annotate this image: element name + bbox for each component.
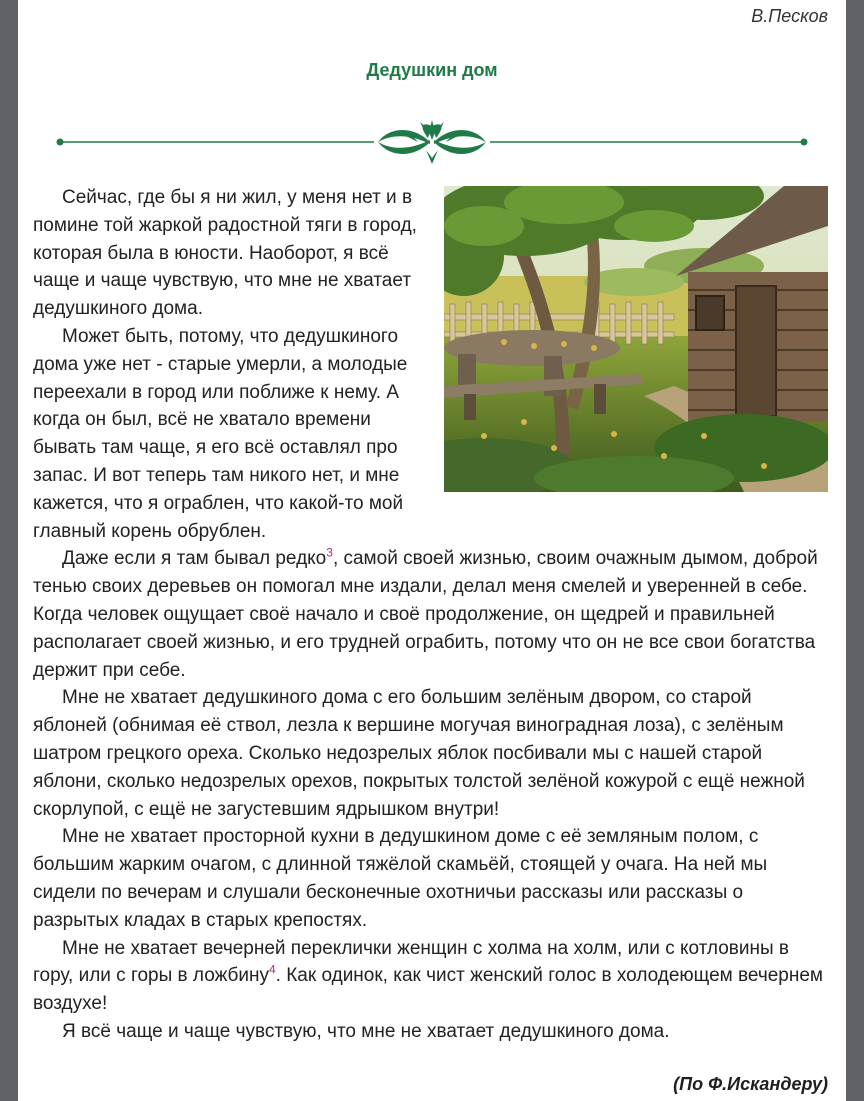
paragraph-3-start: Даже если я там бывал редко (62, 548, 327, 570)
paragraph-5: Мне не хватает просторной кухни в дедушкином доме с её земляным полом, с большим жарким очагом, с длинной тяжёлой скамьёй, стоящей у очага. На ней мы сидели по вечерам и слушали бесконечные охотничьи рассказы или рассказы о разрытых кладах в старых крепостях. (33, 826, 768, 931)
leaf-divider-ornament-icon (54, 116, 810, 168)
author-name: В.Песков (751, 6, 828, 26)
footnote-marker-3: 3 (326, 546, 333, 561)
footnote-marker-4: 4 (268, 962, 276, 977)
source-signature: (По Ф.Искандеру) (673, 1074, 828, 1094)
paragraph-4: Мне не хватает дедушкиного дома с его большим зелёным двором, со старой яблоней (обнимая её ствол, лезла к вершине могучая виноградная лоза), с зелёным шатром грецкого ореха. Сколько недозрелых яблок посбивали мы с нашей старой яблони, сколько недозрелых орехов, покрытых толстой зелёной кожурой с ещё нежной скорлупой, с ещё не загустевшим ядрышком внутри! (33, 687, 805, 820)
paragraph-6 (33, 935, 828, 1018)
paragraph-6-end: . Как одинок, как чист женский голос в холодеющем вечернем воздухе! (33, 965, 823, 1015)
paragraph-3 (33, 545, 828, 684)
page-title: Дедушкин дом (366, 60, 498, 80)
paragraph-7: Я всё чаще и чаще чувствую, что мне не хватает дедушкиного дома. (62, 1020, 670, 1042)
document-page (18, 0, 846, 1101)
article-body (33, 184, 828, 1046)
paragraph-6-start: Мне не хватает вечерней переклички женщин с холма на холм, или с котловины в гору, или с горы в ложбину (33, 937, 790, 987)
country-yard-painting (444, 186, 828, 492)
paragraph-3-end: , самой своей жизнью, своим очажным дымом, доброй тенью своих деревьев он помогал мне издали, делал меня смелей и уверенней в себе. Когда человек ощущает своё начало и своё продолжение, он щедрей и правильней располагает своей жизнью, и его трудней ограбить, потому что он не все свои богатства держит при себе. (33, 548, 818, 681)
paragraph-1: Сейчас, где бы я ни жил, у меня нет и в помине той жаркой радостной тяги в город, которая была в юности. Наоборот, я всё чаще и чаще чувствую, что мне не хватает дедушкиного дома. (33, 187, 417, 320)
paragraph-2: Может быть, потому, что дедушкиного дома уже нет - старые умерли, а молодые переехали в город или поближе к нему. А когда он был, всё не хватало времени бывать там чаще, я его всё оставлял про запас. И вот теперь там никого нет, и мне кажется, что я ограблен, что какой-то мой главный корень обрублен. (33, 325, 408, 542)
